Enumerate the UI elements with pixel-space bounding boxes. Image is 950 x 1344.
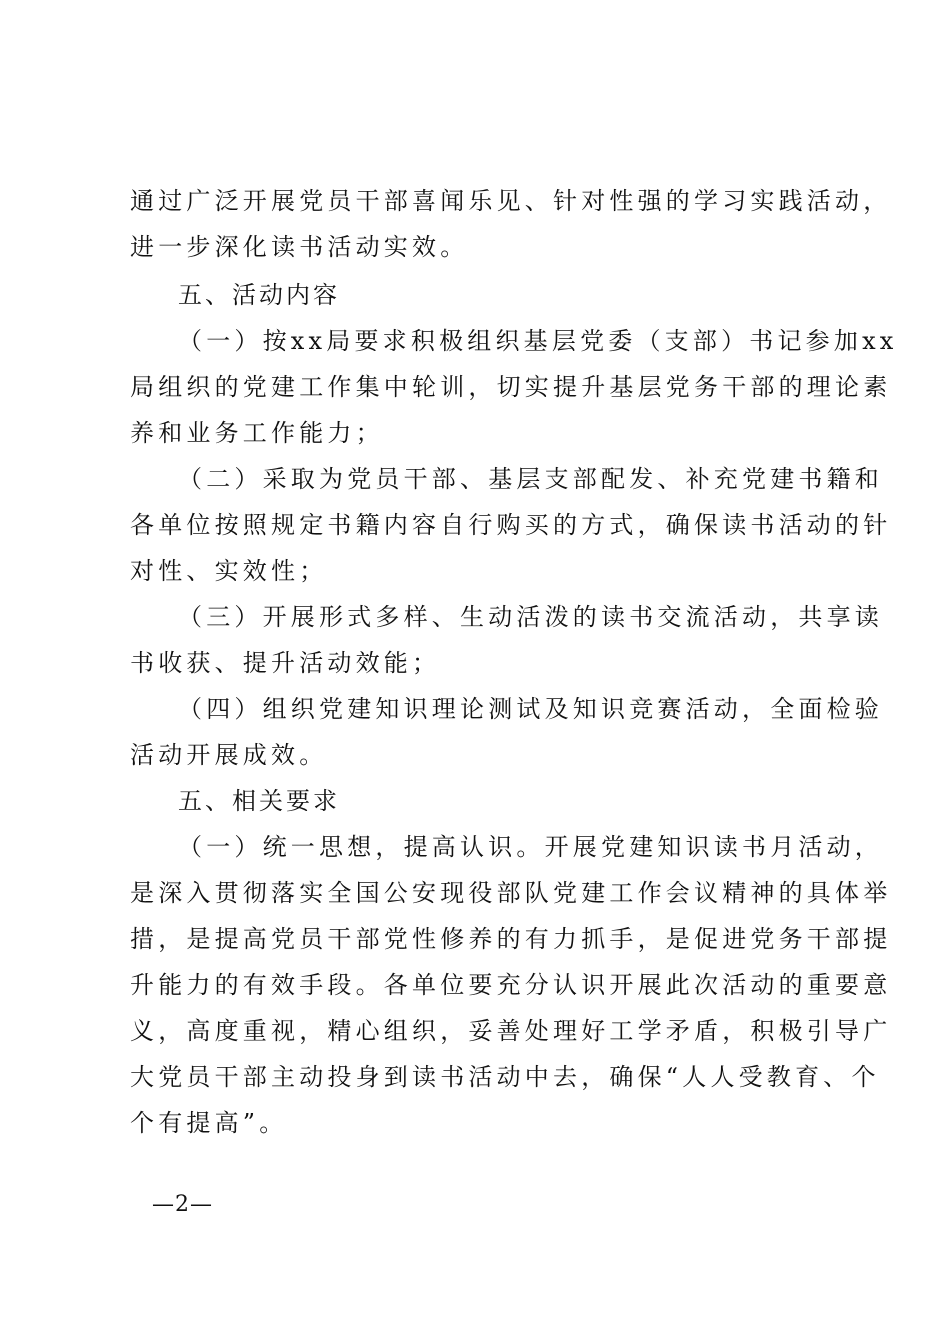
paragraph-line: （一）按xx局要求积极组织基层党委（支部）书记参加xx	[178, 327, 898, 355]
paragraph-line: 局组织的党建工作集中轮训，切实提升基层党务干部的理论素	[130, 373, 892, 401]
paragraph-line: 大党员干部主动投身到读书活动中去，确保“人人受教育、个	[130, 1063, 880, 1091]
paragraph-line: 个有提高”。	[130, 1109, 288, 1137]
paragraph-line: （二）采取为党员干部、基层支部配发、补充党建书籍和	[178, 465, 883, 493]
paragraph-line: 义，高度重视，精心组织，妥善处理好工学矛盾，积极引导广	[130, 1017, 892, 1045]
paragraph-line: 进一步深化读书活动实效。	[130, 233, 469, 261]
paragraph-line: 活动开展成效。	[130, 741, 328, 769]
paragraph-line: 升能力的有效手段。各单位要充分认识开展此次活动的重要意	[130, 971, 892, 999]
paragraph-line: 通过广泛开展党员干部喜闻乐见、针对性强的学习实践活动，	[130, 187, 892, 215]
paragraph-line: （一）统一思想，提高认识。开展党建知识读书月活动，	[178, 833, 883, 861]
paragraph-line: 是深入贯彻落实全国公安现役部队党建工作会议精神的具体举	[130, 879, 892, 907]
paragraph-line: 对性、实效性；	[130, 557, 328, 585]
section-heading: 五、相关要求	[178, 787, 340, 815]
paragraph-line: 养和业务工作能力；	[130, 419, 384, 447]
paragraph-line: 书收获、提升活动效能；	[130, 649, 441, 677]
paragraph-line: （四）组织党建知识理论测试及知识竞赛活动，全面检验	[178, 695, 883, 723]
paragraph-line: （三）开展形式多样、生动活泼的读书交流活动，共享读	[178, 603, 883, 631]
page-number: —2—	[152, 1192, 213, 1217]
section-heading: 五、活动内容	[178, 281, 340, 309]
paragraph-line: 措，是提高党员干部党性修养的有力抓手，是促进党务干部提	[130, 925, 892, 953]
paragraph-line: 各单位按照规定书籍内容自行购买的方式，确保读书活动的针	[130, 511, 892, 539]
